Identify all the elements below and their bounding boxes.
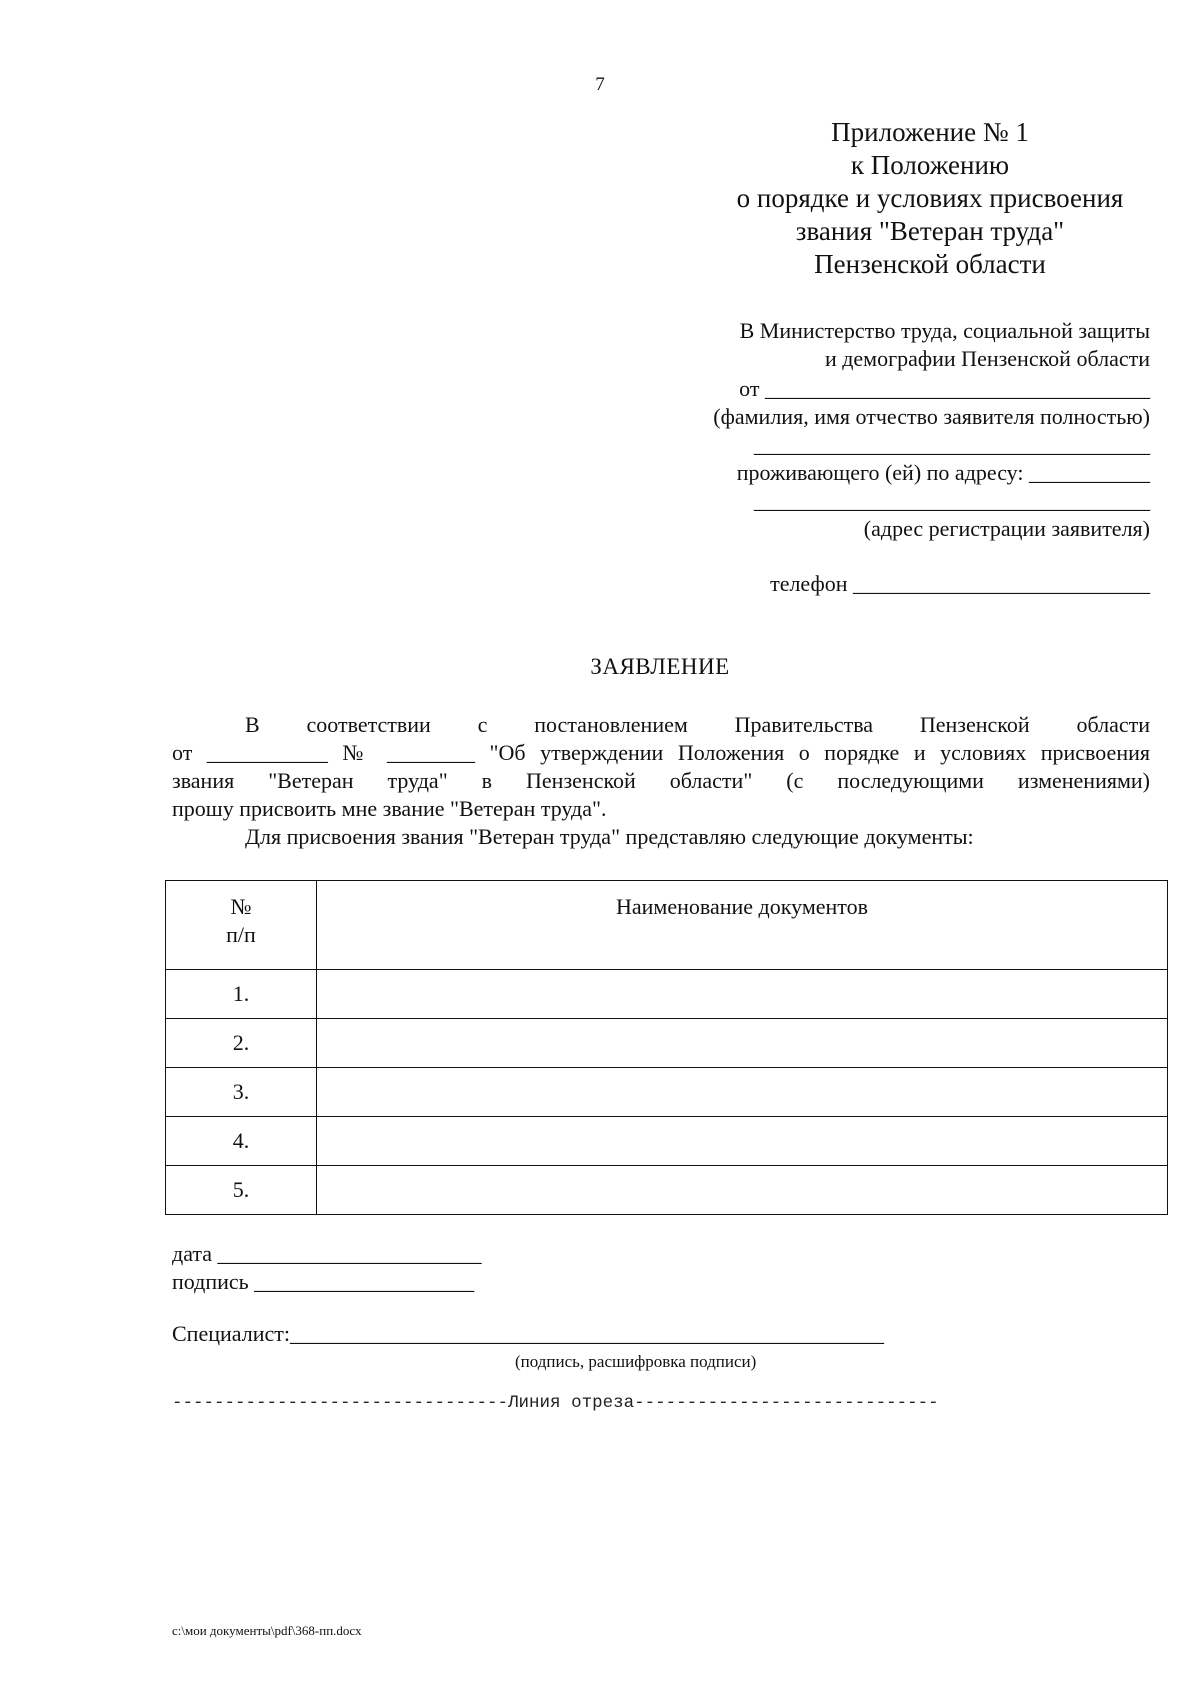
table-header-row: [166, 881, 1168, 970]
table-row: [166, 1019, 1168, 1068]
header-number-symbol: №: [230, 894, 252, 919]
blank-line: ____________________________________: [754, 488, 1150, 513]
appendix-line: Пензенской области: [814, 249, 1046, 279]
header-number-abbr: п/п: [226, 922, 256, 947]
appendix-line: о порядке и условиях присвоения: [736, 183, 1124, 213]
addressee-ministry: В Министерство труда, социальной защиты: [739, 318, 1150, 343]
row-number: 3.: [166, 1068, 317, 1117]
body-line: звания "Ветеран труда" в Пензенской области" (с последующими изменениями): [172, 768, 1150, 793]
signature-field: подпись ____________________: [172, 1269, 475, 1294]
body-line: Для присвоения звания "Ветеран труда" представляю следующие документы:: [245, 824, 974, 849]
specialist-field: Специалист:______________________________________________________: [172, 1321, 884, 1346]
appendix-title: Приложение № 1: [831, 117, 1029, 147]
appendix-block: [650, 116, 1200, 281]
body-line: В соответствии с постановлением Правительства Пензенской области: [245, 712, 1150, 737]
table-row: [166, 1166, 1168, 1215]
header-document-name: Наименование документов: [317, 881, 1168, 970]
cut-line: --------------------------------Линия отреза-----------------------------: [172, 1393, 939, 1413]
table-row: [166, 1068, 1168, 1117]
page-number: 7: [595, 74, 605, 95]
from-field: от ___________________________________: [739, 376, 1150, 401]
row-number: 5.: [166, 1166, 317, 1215]
from-hint: (фамилия, имя отчество заявителя полностью): [713, 404, 1150, 429]
blank-line: ____________________________________: [754, 432, 1150, 457]
row-document-cell: [317, 1068, 1168, 1117]
documents-table: [165, 880, 1168, 1215]
body-line: от ___________ № ________ "Об утверждении Положения о порядке и условиях присвоения: [172, 740, 1150, 765]
row-document-cell: [317, 1117, 1168, 1166]
header-number: [166, 881, 317, 970]
appendix-line: к Положению: [850, 150, 1010, 180]
residing-field: проживающего (ей) по адресу: ___________: [736, 460, 1150, 485]
document-title: ЗАЯВЛЕНИЕ: [590, 654, 730, 679]
row-document-cell: [317, 1166, 1168, 1215]
appendix-line: звания "Ветеран труда": [795, 216, 1065, 246]
row-number: 4.: [166, 1117, 317, 1166]
table-row: [166, 1117, 1168, 1166]
table-row: [166, 970, 1168, 1019]
row-number: 1.: [166, 970, 317, 1019]
addressee-ministry-cont: и демографии Пензенской области: [824, 346, 1150, 371]
row-document-cell: [317, 970, 1168, 1019]
phone-field: телефон ___________________________: [770, 571, 1150, 596]
date-field: дата ________________________: [172, 1241, 482, 1266]
footer-file-path: c:\мои документы\pdf\368-пп.docx: [172, 1623, 362, 1638]
body-line: прошу присвоить мне звание "Ветеран труда".: [172, 796, 607, 821]
specialist-hint: (подпись, расшифровка подписи): [515, 1352, 757, 1371]
row-document-cell: [317, 1019, 1168, 1068]
row-number: 2.: [166, 1019, 317, 1068]
address-hint: (адрес регистрации заявителя): [863, 516, 1150, 541]
